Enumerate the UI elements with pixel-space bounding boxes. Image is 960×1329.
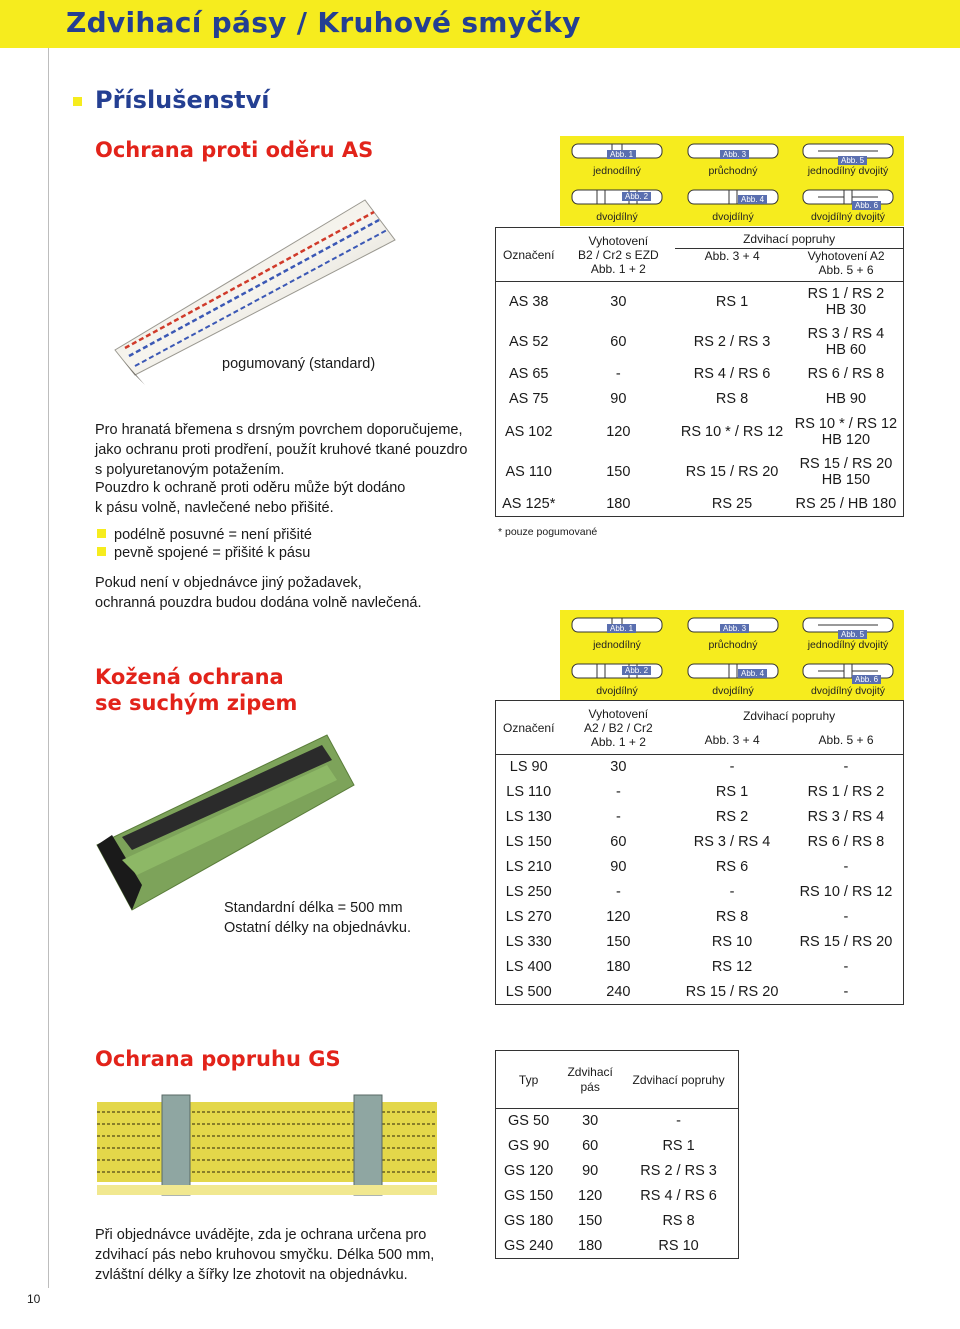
cell: 180: [578, 1237, 603, 1254]
as-bullet-2: pevně spojené = přišité k pásu: [114, 545, 311, 561]
cell: -: [843, 909, 849, 925]
col-header-pas: [561, 1051, 619, 1109]
as-footnote: * pouze pogumované: [498, 526, 598, 538]
cell: RS 10: [658, 1237, 699, 1254]
cell: LS 330: [505, 934, 552, 950]
figure-label: Abb. 1: [607, 624, 636, 633]
header-line: Zdvihací popruhy: [675, 232, 903, 249]
cell: GS 150: [504, 1188, 554, 1204]
table-row: [496, 830, 904, 855]
cell: LS 400: [505, 959, 552, 975]
table-row: [496, 880, 904, 905]
header-line: A2 / B2 / Cr2: [584, 720, 653, 735]
cell: RS 8: [662, 1213, 695, 1229]
figure-caption: dvojdílný dvojitý: [810, 211, 886, 223]
figure-caption: dvojdílný: [712, 685, 754, 697]
cell: RS 12: [711, 959, 753, 975]
page-number: 10: [27, 1292, 41, 1306]
figure-abb1: [562, 614, 672, 651]
figure-caption: dvojdílný: [596, 211, 638, 223]
col-header-typ: Typ: [518, 1072, 539, 1087]
page-title: Zdvihací pásy / Kruhové smyčky: [66, 6, 581, 39]
as-figures: [560, 136, 904, 226]
section-bullet: [73, 97, 82, 106]
cell-line: HB 30: [825, 301, 867, 318]
cell: RS 10 * / RS 12: [680, 423, 784, 440]
cell: AS 38: [508, 293, 549, 310]
table-row: [496, 1234, 739, 1259]
table-row: [496, 930, 904, 955]
cell: 30: [582, 1113, 599, 1130]
figure-abb2: [562, 186, 672, 223]
cell: RS 1: [715, 784, 749, 800]
cell: -: [615, 884, 621, 900]
cell: RS 25 / HB 180: [795, 495, 897, 512]
figure-label: Abb. 2: [622, 192, 651, 201]
cell: -: [843, 959, 849, 975]
table-row: [496, 780, 904, 805]
cell: -: [843, 983, 849, 1000]
cell: 120: [606, 423, 631, 440]
cell: RS 6: [715, 859, 749, 875]
cell: RS 15 / RS 20: [685, 983, 779, 1000]
header-line: pás: [580, 1079, 600, 1094]
as-para2-line: k pásu volně, navlečené nebo přišité.: [95, 500, 334, 516]
as-title: Ochrana proti oděru AS: [95, 138, 374, 162]
cell: [789, 412, 904, 452]
cell: RS 6 / RS 8: [807, 366, 885, 382]
cell-line: HB 150: [821, 471, 871, 488]
col-header-popruhy: [675, 228, 903, 282]
cell: 60: [582, 1138, 599, 1154]
header-line: Abb. 5 + 6: [818, 263, 874, 277]
cell: RS 25: [711, 495, 753, 512]
figure-abb4: [678, 660, 788, 697]
table-row: [496, 1184, 739, 1209]
header-line: Zdvihací popruhy: [743, 708, 836, 723]
cell: 90: [610, 859, 627, 875]
cell: RS 3 / RS 4: [807, 809, 885, 825]
ls-figures: [560, 610, 904, 700]
gs-note-line: zvláštní délky a šířky lze zhotovit na objednávku.: [95, 1267, 408, 1283]
figure-abb3: [678, 614, 788, 651]
cell: RS 1: [715, 293, 749, 310]
as-table: [495, 227, 904, 517]
cell: 240: [606, 983, 631, 1000]
cell: RS 2: [715, 809, 749, 825]
cell: RS 10 / RS 12: [799, 884, 893, 900]
cell: LS 500: [505, 983, 552, 1000]
section-title: Příslušenství: [95, 86, 270, 114]
header-abb56: [789, 249, 903, 277]
as-bullet-1: podélně posuvné = není přišité: [114, 527, 312, 543]
as-para1: [95, 420, 467, 480]
table-row: [496, 452, 904, 492]
cell: AS 125*: [502, 495, 556, 512]
as-para1-line: Pro hranatá břemena s drsným povrchem doporučujeme,: [95, 422, 463, 438]
cell: 150: [606, 934, 631, 950]
as-photo-caption: pogumovaný (standard): [222, 356, 376, 372]
gs-table: [495, 1050, 739, 1259]
cell: AS 75: [508, 391, 549, 407]
table-row: [496, 387, 904, 412]
table-row: [496, 980, 904, 1005]
cell-line: RS 3 / RS 4: [807, 325, 885, 342]
as-para3-line: Pokud není v objednávce jiný požadavek,: [95, 575, 362, 591]
table-header-row: [496, 1051, 739, 1109]
gs-note-line: zdvihací pás nebo kruhovou smyčku. Délka 500 mm,: [95, 1247, 435, 1263]
figure-abb3: [678, 140, 788, 177]
cell: 60: [610, 333, 627, 350]
cell: RS 2 / RS 3: [693, 333, 771, 350]
cell: LS 130: [505, 809, 552, 825]
cell: -: [676, 1113, 681, 1130]
table-header-row: [496, 701, 904, 755]
table-row: [496, 412, 904, 452]
cell: -: [843, 859, 849, 875]
figure-label: Abb. 1: [607, 150, 636, 159]
cell: 150: [606, 463, 631, 480]
cell: RS 1: [662, 1138, 695, 1154]
cell: RS 10: [711, 934, 753, 950]
cell: RS 8: [715, 909, 749, 925]
table-row: [496, 1159, 739, 1184]
ls-sleeve-photo: [92, 725, 362, 915]
gs-note: [95, 1225, 434, 1285]
figure-caption: jednodílný: [593, 639, 641, 651]
cell-line: HB 120: [821, 431, 871, 448]
as-para2-line: Pouzdro k ochraně proti oděru může být dodáno: [95, 480, 406, 496]
cell: 90: [610, 391, 627, 407]
cell: GS 50: [508, 1113, 550, 1130]
cell: AS 110: [505, 463, 552, 480]
as-para3: [95, 573, 422, 613]
col-header-vyhotoveni: [561, 701, 675, 755]
figure-caption: jednodílný: [593, 165, 641, 177]
cell: LS 270: [505, 909, 552, 925]
header-abb34: Abb. 3 + 4: [704, 249, 760, 263]
figure-caption: průchodný: [708, 639, 758, 651]
cell: RS 15 / RS 20: [685, 463, 779, 480]
cell: LS 150: [505, 834, 552, 850]
table-row: [496, 282, 904, 322]
cell: -: [615, 809, 621, 825]
cell: 90: [582, 1163, 599, 1179]
figure-label: Abb. 3: [720, 624, 749, 633]
as-para3-line: ochranná pouzdra budou dodána volně navlečená.: [95, 595, 422, 611]
cell: 120: [578, 1188, 603, 1204]
cell: -: [615, 784, 621, 800]
ls-note-line: Ostatní délky na objednávku.: [224, 920, 412, 936]
ls-title-line: Kožená ochrana: [95, 665, 284, 689]
header-line: B2 / Cr2 s EZD: [578, 247, 659, 262]
cell: RS 2 / RS 3: [640, 1163, 717, 1179]
cell: 180: [606, 959, 631, 975]
ls-title: [95, 664, 297, 716]
cell: GS 240: [504, 1237, 554, 1254]
list-bullet: [97, 529, 106, 538]
cell: AS 102: [504, 423, 553, 440]
figure-abb6: [792, 660, 904, 697]
gs-note-line: Při objednávce uvádějte, zda je ochrana určena pro: [95, 1227, 427, 1243]
cell: RS 4 / RS 6: [693, 366, 771, 382]
col-header-oznaceni: Označení: [503, 247, 555, 262]
header-line: Abb. 1 + 2: [590, 734, 646, 749]
figure-caption: dvojdílný: [712, 211, 754, 223]
figure-label: Abb. 2: [622, 666, 651, 675]
header-line: Abb. 1 + 2: [590, 261, 646, 276]
cell: 30: [610, 293, 627, 310]
gs-title: Ochrana popruhu GS: [95, 1047, 341, 1071]
as-para1-line: s polyuretanovým potažením.: [95, 462, 285, 478]
figure-abb1: [562, 140, 672, 177]
cell: HB 90: [825, 391, 867, 407]
cell: LS 110: [506, 784, 552, 800]
header-line: Vyhotovení: [588, 706, 649, 721]
cell: GS 90: [508, 1138, 550, 1154]
table-row: [496, 1109, 739, 1134]
cell: -: [729, 759, 735, 776]
cell: RS 15 / RS 20: [799, 934, 893, 950]
cell: LS 210: [505, 859, 552, 875]
figure-caption: jednodílný dvojitý: [807, 165, 889, 177]
cell: -: [615, 366, 621, 382]
cell: 60: [610, 834, 627, 850]
figure-caption: průchodný: [708, 165, 758, 177]
figure-abb6: [792, 186, 904, 223]
margin-divider: [48, 48, 49, 1288]
as-para1-line: jako ochranu proti prodření, použít kruhové tkané pouzdro: [95, 442, 468, 458]
list-bullet: [97, 547, 106, 556]
table-row: [496, 955, 904, 980]
figure-caption: dvojdílný dvojitý: [810, 685, 886, 697]
table-row: [496, 492, 904, 517]
cell: AS 65: [508, 366, 549, 382]
col-header-oznaceni: Označení: [503, 720, 555, 735]
table-row: [496, 362, 904, 387]
figure-label: Abb. 5: [838, 156, 867, 165]
figure-label: Abb. 4: [738, 195, 767, 204]
ls-note-line: Standardní délka = 500 mm: [224, 900, 403, 916]
cell-line: HB 60: [825, 341, 867, 358]
cell: -: [843, 759, 849, 776]
cell: RS 3 / RS 4: [693, 834, 771, 850]
cell: RS 4 / RS 6: [640, 1188, 717, 1204]
cell: [789, 282, 904, 322]
table-row: [496, 905, 904, 930]
cell: GS 120: [504, 1163, 554, 1179]
cell-line: RS 1 / RS 2: [807, 285, 885, 302]
figure-caption: jednodílný dvojitý: [807, 639, 889, 651]
figure-abb5: [792, 614, 904, 651]
cell: [789, 452, 904, 492]
cell: 30: [610, 759, 627, 776]
cell: LS 250: [505, 884, 552, 900]
figure-label: Abb. 5: [838, 630, 867, 639]
cell-line: RS 10 * / RS 12: [794, 415, 898, 432]
header-line: Vyhotovení A2: [807, 249, 885, 263]
header-line: Zdvihací: [567, 1064, 613, 1079]
cell: 150: [578, 1213, 603, 1229]
header-abb34: Abb. 3 + 4: [704, 732, 760, 747]
cell: RS 8: [715, 391, 749, 407]
ls-note: [224, 898, 411, 938]
cell: GS 180: [504, 1213, 554, 1229]
cell: RS 6 / RS 8: [807, 834, 885, 850]
figure-label: Abb. 6: [852, 675, 881, 684]
ls-title-line: se suchým zipem: [95, 691, 298, 715]
cell: -: [729, 884, 735, 900]
col-header-popruhy: [675, 701, 903, 755]
figure-abb2: [562, 660, 672, 697]
figure-caption: dvojdílný: [596, 685, 638, 697]
figure-label: Abb. 3: [720, 150, 749, 159]
cell: 120: [606, 909, 631, 925]
table-row: [496, 805, 904, 830]
cell-line: RS 15 / RS 20: [799, 455, 893, 472]
cell: 180: [606, 495, 631, 512]
as-para2: [95, 478, 405, 518]
figure-abb4: [678, 186, 788, 223]
cell: LS 90: [509, 759, 548, 776]
table-row: [496, 1209, 739, 1234]
gs-webbing-photo: [92, 1090, 442, 1205]
table-row: [496, 1134, 739, 1159]
col-header-popruhy: Zdvihací popruhy: [632, 1072, 725, 1087]
cell: [789, 322, 904, 362]
header-abb56: Abb. 5 + 6: [818, 732, 874, 747]
table-row: [496, 855, 904, 880]
figure-abb5: [792, 140, 904, 177]
figure-label: Abb. 4: [738, 669, 767, 678]
table-row: [496, 755, 904, 780]
cell: RS 1 / RS 2: [807, 784, 885, 800]
header-line: Vyhotovení: [588, 233, 649, 248]
cell: AS 52: [508, 333, 549, 350]
figure-label: Abb. 6: [852, 201, 881, 210]
table-row: [496, 322, 904, 362]
col-header-vyhotoveni: [561, 228, 675, 282]
ls-table: [495, 700, 904, 1005]
table-header-row: [496, 228, 904, 282]
